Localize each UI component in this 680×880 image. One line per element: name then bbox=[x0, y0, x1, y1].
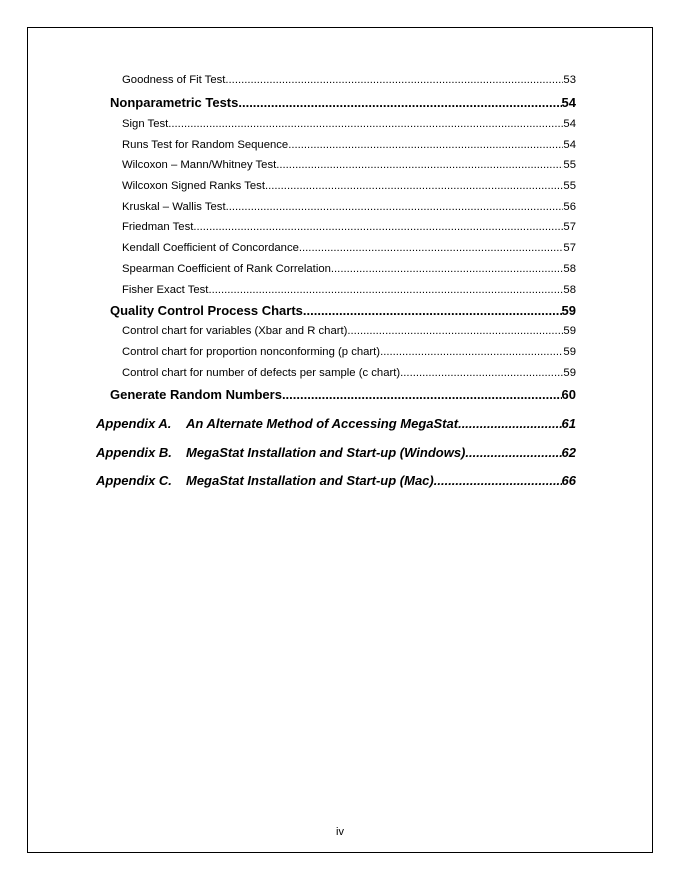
toc-entry-title: Friedman Test bbox=[122, 221, 194, 233]
page-number: iv bbox=[336, 826, 344, 838]
toc-leader-dots bbox=[288, 139, 563, 151]
toc-entry-title: MegaStat Installation and Start-up (Windows) bbox=[186, 445, 466, 460]
toc-entry-wilcoxon-mann-whitney[interactable] bbox=[122, 159, 576, 171]
toc-leader-dots bbox=[465, 445, 561, 460]
toc-leader-dots bbox=[303, 303, 562, 318]
toc-entry-page: 60 bbox=[561, 387, 576, 402]
toc-entry-title: Sign Test bbox=[122, 118, 169, 130]
toc-entry-title: Wilcoxon – Mann/Whitney Test bbox=[122, 159, 277, 171]
toc-entry-appendix-b[interactable] bbox=[96, 445, 576, 460]
toc-entry-title: Control chart for number of defects per sample (c chart) bbox=[122, 367, 401, 379]
toc-entry-random-numbers[interactable] bbox=[110, 387, 576, 402]
toc-entry-page: 62 bbox=[561, 445, 576, 460]
toc-entry-page: 55 bbox=[563, 180, 576, 192]
toc-entry-kruskal-wallis[interactable] bbox=[122, 201, 576, 213]
toc-entry-page: 59 bbox=[561, 303, 576, 318]
toc-entry-title: Kruskal – Wallis Test bbox=[122, 201, 226, 213]
toc-entry-quality-control[interactable] bbox=[110, 303, 576, 318]
toc-entry-page: 53 bbox=[563, 74, 576, 86]
toc-entry-title: Fisher Exact Test bbox=[122, 284, 209, 296]
toc-leader-dots bbox=[265, 180, 563, 192]
toc-leader-dots bbox=[282, 387, 562, 402]
toc-entry-nonparametric-tests[interactable] bbox=[110, 95, 576, 110]
toc-entry-page: 61 bbox=[561, 416, 576, 431]
toc-entry-title: Control chart for proportion nonconforming (p chart) bbox=[122, 346, 381, 358]
toc-entry-fisher-exact[interactable] bbox=[122, 284, 576, 296]
toc-entry-title: MegaStat Installation and Start-up (Mac) bbox=[186, 473, 434, 488]
toc-entry-page: 58 bbox=[563, 284, 576, 296]
toc-leader-dots bbox=[276, 159, 563, 171]
toc-leader-dots bbox=[347, 325, 563, 337]
toc-entry-page: 56 bbox=[563, 201, 576, 213]
toc-entry-c-chart[interactable] bbox=[122, 367, 576, 379]
appendix-label: Appendix C. bbox=[96, 473, 172, 488]
toc-entry-runs-test[interactable] bbox=[122, 139, 576, 151]
toc-leader-dots bbox=[208, 284, 563, 296]
toc-leader-dots bbox=[458, 416, 561, 431]
toc-entry-spearman[interactable] bbox=[122, 263, 576, 275]
toc-entry-title: An Alternate Method of Accessing MegaStat bbox=[186, 416, 459, 431]
toc-entry-wilcoxon-signed-ranks[interactable] bbox=[122, 180, 576, 192]
toc-leader-dots bbox=[331, 263, 564, 275]
toc-entry-page: 57 bbox=[563, 242, 576, 254]
toc-leader-dots bbox=[193, 221, 563, 233]
toc-entry-kendall[interactable] bbox=[122, 242, 576, 254]
toc-leader-dots bbox=[299, 242, 564, 254]
toc-entry-goodness-of-fit[interactable] bbox=[122, 74, 576, 86]
toc-leader-dots bbox=[434, 473, 562, 488]
toc-entry-page: 59 bbox=[563, 325, 576, 337]
toc-entry-title: Spearman Coefficient of Rank Correlation bbox=[122, 263, 331, 275]
toc-entry-title: Wilcoxon Signed Ranks Test bbox=[122, 180, 265, 192]
toc-leader-dots bbox=[238, 95, 561, 110]
toc-entry-appendix-a[interactable] bbox=[96, 416, 576, 431]
toc-leader-dots bbox=[380, 346, 563, 358]
toc-entry-page: 57 bbox=[563, 221, 576, 233]
toc-entry-title: Nonparametric Tests bbox=[110, 95, 239, 110]
toc-entry-title: Kendall Coefficient of Concordance bbox=[122, 242, 299, 254]
toc-entry-friedman[interactable] bbox=[122, 221, 576, 233]
toc-leader-dots bbox=[226, 201, 564, 213]
toc-entry-page: 66 bbox=[561, 473, 576, 488]
toc-entry-title: Runs Test for Random Sequence bbox=[122, 139, 289, 151]
toc-entry-title: Control chart for variables (Xbar and R chart) bbox=[122, 325, 348, 337]
toc-entry-p-chart[interactable] bbox=[122, 346, 576, 358]
toc-entry-sign-test[interactable] bbox=[122, 118, 576, 130]
appendix-label: Appendix A. bbox=[96, 416, 172, 431]
toc-entry-page: 59 bbox=[563, 346, 576, 358]
toc-leader-dots bbox=[400, 367, 563, 379]
toc-entry-title: Goodness of Fit Test bbox=[122, 74, 226, 86]
toc-entry-page: 59 bbox=[563, 367, 576, 379]
toc-entry-page: 54 bbox=[561, 95, 576, 110]
toc-entry-page: 58 bbox=[563, 263, 576, 275]
toc-leader-dots bbox=[168, 118, 563, 130]
toc-entry-appendix-c[interactable] bbox=[96, 473, 576, 488]
toc-entry-xbar-r-chart[interactable] bbox=[122, 325, 576, 337]
toc-entry-page: 54 bbox=[563, 118, 576, 130]
toc-entry-title: Generate Random Numbers bbox=[110, 387, 282, 402]
appendix-label: Appendix B. bbox=[96, 445, 172, 460]
toc-entry-title: Quality Control Process Charts bbox=[110, 303, 303, 318]
toc-leader-dots bbox=[225, 74, 563, 86]
toc-entry-page: 54 bbox=[563, 139, 576, 151]
toc-entry-page: 55 bbox=[563, 159, 576, 171]
